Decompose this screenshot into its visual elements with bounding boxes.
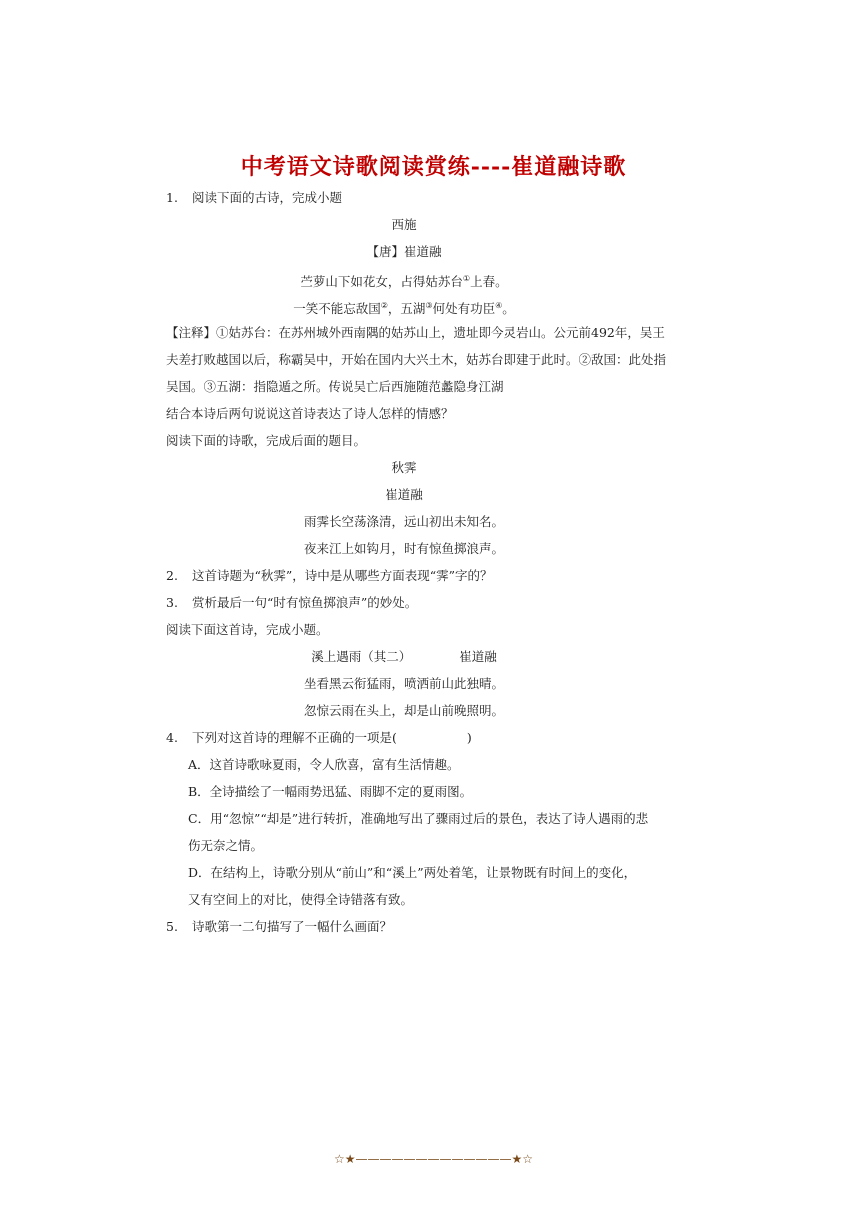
question-2: 2. 这首诗题为“秋霁”，诗中是从哪些方面表现“霁”字的？ [166, 568, 493, 583]
poem-author: 崔道融 [459, 649, 497, 664]
question-4: 4. 下列对这首诗的理解不正确的一项是( ) [166, 730, 472, 745]
option-b: B．全诗描绘了一幅雨势迅猛、雨脚不定的夏雨图。 [188, 784, 473, 799]
section-2-prompt: 阅读下面的诗歌，完成后面的题目。 [166, 433, 367, 448]
question-5: 5. 诗歌第一二句描写了一幅什么画面？ [166, 919, 393, 934]
option-d-continued: 又有空间上的对比，使得全诗错落有致。 [188, 892, 414, 907]
question-3: 3. 赏析最后一句“时有惊鱼掷浪声”的妙处。 [166, 595, 418, 610]
annotation-line: 【注释】①姑苏台：在苏州城外西南隅的姑苏山上，遗址即今灵岩山。公元前492年，吴王 [166, 325, 665, 340]
poem-line: 夜来江上如钩月，时有惊鱼掷浪声。 [303, 541, 504, 556]
poem-title-xishi: 西施 [391, 217, 417, 232]
question-number: 1. [166, 190, 178, 205]
annotation-line: 夫差打败越国以后，称霸吴中，开始在国内大兴土木，姑苏台即建于此时。②敌国：此处指 [166, 352, 667, 367]
question-1-text: 结合本诗后两句说说这首诗表达了诗人怎样的情感？ [166, 406, 454, 421]
poem-heading-xishang [0, 649, 808, 665]
poem-line: 一笑不能忘敌国②，五湖③何处有功臣④。 [293, 301, 515, 317]
poem-line: 坐看黑云衔猛雨，喷洒前山此独晴。 [303, 676, 504, 691]
section-3-prompt: 阅读下面这首诗，完成小题。 [166, 622, 329, 637]
footer-divider: ☆★—————————————★☆ [333, 1152, 534, 1166]
poem-line: 苎萝山下如花女，占得姑苏台①上春。 [300, 274, 508, 290]
option-d: D．在结构上，诗歌分别从“前山”和“溪上”两处着笔，让景物既有时间上的变化， [188, 865, 637, 880]
poem-title: 溪上遇雨（其二） [311, 649, 412, 664]
poem-line: 忽惊云雨在头上，却是山前晚照明。 [303, 703, 504, 718]
poem-title-qiuji: 秋霁 [391, 460, 417, 475]
annotation-line: 吴国。③五湖：指隐遁之所。传说吴亡后西施随范蠡隐身江湖 [166, 379, 504, 394]
option-c: C．用“忽惊”“却是”进行转折，准确地写出了骤雨过后的景色，表达了诗人遇雨的悲 [188, 811, 649, 826]
page-title: 中考语文诗歌阅读赏练----崔道融诗歌 [240, 154, 627, 180]
poem-line: 雨霁长空荡涤清，远山初出未知名。 [303, 514, 504, 529]
poem-author-qiuji: 崔道融 [385, 487, 423, 502]
poem-author-xishi: 【唐】崔道融 [366, 244, 442, 259]
option-a: A．这首诗歌咏夏雨，令人欣喜，富有生活情趣。 [188, 757, 460, 772]
question-1-prompt: 1. 阅读下面的古诗，完成小题 [166, 190, 343, 205]
option-c-continued: 伤无奈之情。 [188, 838, 264, 853]
